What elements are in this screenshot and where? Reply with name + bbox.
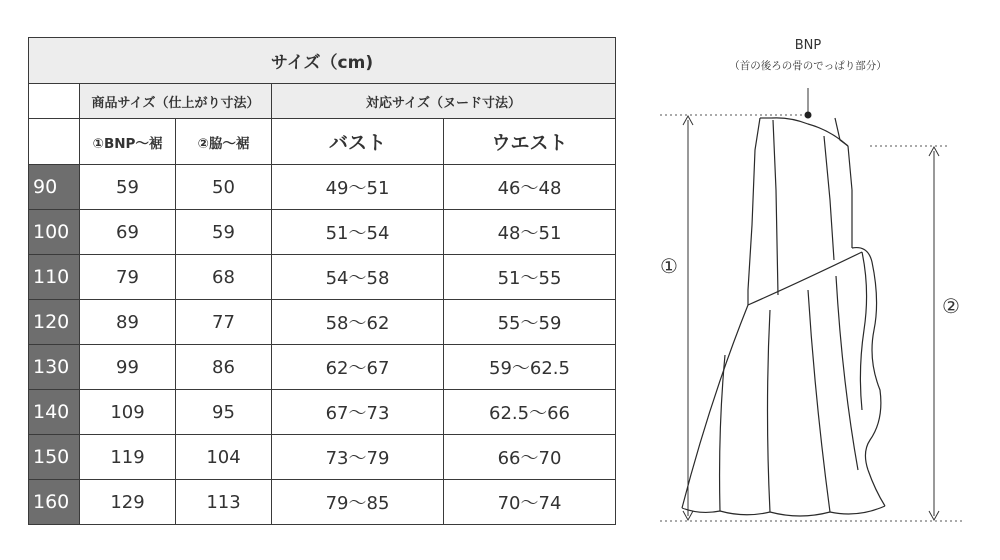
armpit-hem-value: 59 (176, 210, 272, 255)
bnp-hem-value: 109 (80, 390, 176, 435)
armpit-hem-value: 68 (176, 255, 272, 300)
group-product-size: 商品サイズ（仕上がり寸法） (80, 84, 272, 119)
waist-value: 48～51 (444, 210, 616, 255)
size-label: 130 (29, 345, 80, 390)
bnp-hem-value: 99 (80, 345, 176, 390)
bnp-hem-value: 69 (80, 210, 176, 255)
bust-value: 73～79 (272, 435, 444, 480)
bust-value: 79～85 (272, 480, 444, 525)
marker-2-label: ② (942, 294, 960, 318)
dress-outline (682, 118, 885, 516)
col-header-bnp-hem: ①BNP～裾 (80, 119, 176, 165)
armpit-hem-value: 86 (176, 345, 272, 390)
bnp-hem-value: 119 (80, 435, 176, 480)
waist-value: 51～55 (444, 255, 616, 300)
measure-arrow-2 (929, 147, 939, 520)
table-title: サイズ（cm) (29, 38, 616, 84)
armpit-hem-value: 95 (176, 390, 272, 435)
bust-value: 58～62 (272, 300, 444, 345)
size-label: 140 (29, 390, 80, 435)
bust-value: 62～67 (272, 345, 444, 390)
waist-value: 62.5～66 (444, 390, 616, 435)
waist-value: 55～59 (444, 300, 616, 345)
size-label: 110 (29, 255, 80, 300)
armpit-hem-value: 113 (176, 480, 272, 525)
size-label: 90 (29, 165, 80, 210)
waist-value: 46～48 (444, 165, 616, 210)
bnp-hem-value: 129 (80, 480, 176, 525)
size-label: 100 (29, 210, 80, 255)
waist-value: 70～74 (444, 480, 616, 525)
bnp-label: BNP (794, 38, 822, 53)
size-label: 160 (29, 480, 80, 525)
col-header-waist: ウエスト (444, 119, 616, 165)
bnp-hem-value: 79 (80, 255, 176, 300)
col-header-armpit-hem: ②脇～裾 (176, 119, 272, 165)
bust-value: 67～73 (272, 390, 444, 435)
col-header-bust: バスト (272, 119, 444, 165)
waist-value: 66～70 (444, 435, 616, 480)
measure-arrow-1 (683, 116, 693, 520)
bnp-hem-value: 89 (80, 300, 176, 345)
waist-value: 59～62.5 (444, 345, 616, 390)
bnp-dot (805, 112, 812, 119)
armpit-hem-value: 50 (176, 165, 272, 210)
armpit-hem-value: 104 (176, 435, 272, 480)
bnp-note: （首の後ろの骨のでっぱり部分） (729, 60, 887, 72)
size-label: 120 (29, 300, 80, 345)
marker-1-label: ① (660, 254, 678, 278)
size-label: 150 (29, 435, 80, 480)
group-nude-size: 対応サイズ（ヌード寸法） (272, 84, 616, 119)
bust-value: 51～54 (272, 210, 444, 255)
armpit-hem-value: 77 (176, 300, 272, 345)
bust-value: 54～58 (272, 255, 444, 300)
bnp-hem-value: 59 (80, 165, 176, 210)
bust-value: 49～51 (272, 165, 444, 210)
